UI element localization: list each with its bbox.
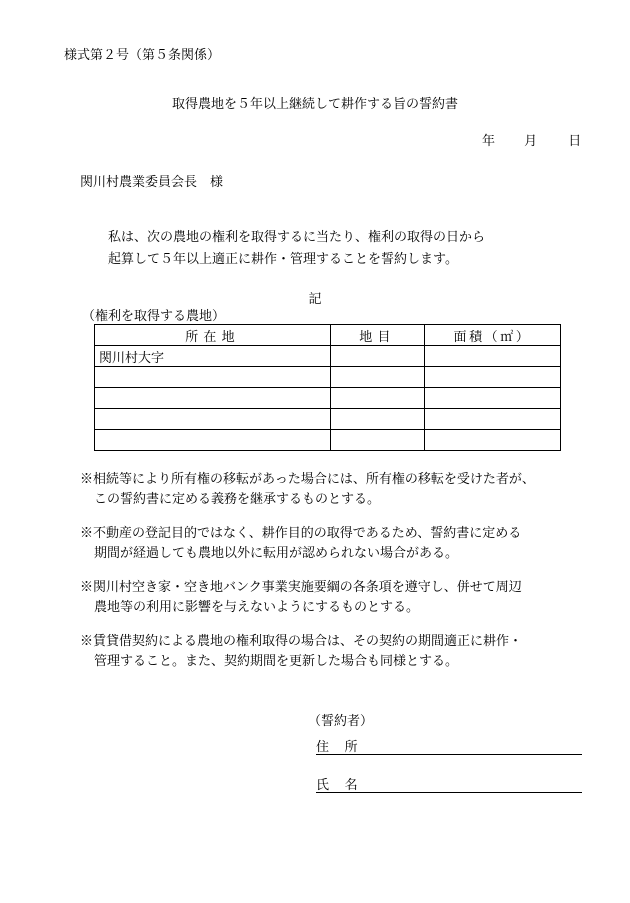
- pledge-line-1: 私は、次の農地の権利を取得するに当たり、権利の取得の日から: [108, 230, 486, 245]
- date-month-label: 月: [524, 134, 538, 149]
- name-field[interactable]: [316, 774, 582, 793]
- cell-land-category[interactable]: [331, 367, 425, 388]
- cell-location[interactable]: [95, 367, 331, 388]
- cell-area[interactable]: [425, 346, 561, 367]
- address-field[interactable]: [316, 736, 582, 755]
- name-label: 氏名: [316, 778, 374, 793]
- note-line: この誓約書に定める義務を継承するものとする。: [94, 492, 381, 507]
- land-table: [94, 324, 561, 451]
- note-line: ※相続等により所有権の移転があった場合には、所有権の移転を受けた者が、: [80, 472, 535, 487]
- pledge-body: [108, 227, 485, 271]
- cell-location[interactable]: [95, 430, 331, 451]
- cell-land-category[interactable]: [331, 409, 425, 430]
- cell-location[interactable]: 関川村大字: [95, 346, 331, 367]
- note-line: 農地等の利用に影響を与えないようにするものとする。: [94, 600, 420, 615]
- header-area: 面積（㎡）: [425, 325, 561, 346]
- cell-area[interactable]: [425, 367, 561, 388]
- note-line: ※関川村空き家・空き地バンク事業実施要綱の各条項を遵守し、併せて周辺: [80, 580, 522, 595]
- note-item: [80, 524, 535, 564]
- table-row: [95, 388, 561, 409]
- note-line: 管理すること。また、契約期間を更新した場合も同様とする。: [94, 654, 459, 669]
- pledge-line-2: 起算して５年以上適正に耕作・管理することを誓約します。: [108, 252, 458, 267]
- notes-list: [80, 470, 535, 686]
- note-item: [80, 470, 535, 510]
- address-label: 住所: [316, 740, 374, 755]
- note-line: ※不動産の登記目的ではなく、耕作目的の取得であるため、誓約書に定める: [80, 526, 522, 541]
- cell-area[interactable]: [425, 409, 561, 430]
- table-header-row: [95, 325, 561, 346]
- cell-land-category[interactable]: [331, 346, 425, 367]
- date-line: [482, 130, 581, 149]
- form-number: 様式第２号（第５条関係）: [64, 48, 221, 63]
- ki-heading: 記: [308, 292, 322, 307]
- document-title: 取得農地を５年以上継続して耕作する旨の誓約書: [171, 97, 458, 112]
- table-row: [95, 409, 561, 430]
- cell-location[interactable]: [95, 409, 331, 430]
- table-row: [95, 346, 561, 367]
- table-caption: （権利を取得する農地）: [82, 309, 226, 324]
- cell-land-category[interactable]: [331, 430, 425, 451]
- table-row: [95, 430, 561, 451]
- cell-area[interactable]: [425, 430, 561, 451]
- header-location: 所在地: [95, 325, 331, 346]
- cell-land-category[interactable]: [331, 388, 425, 409]
- header-land-category: 地目: [331, 325, 425, 346]
- pledger-label: （誓約者）: [308, 714, 374, 729]
- note-item: [80, 578, 535, 618]
- note-item: [80, 632, 535, 672]
- cell-location[interactable]: [95, 388, 331, 409]
- date-year-label: 年: [482, 134, 496, 149]
- addressee: 関川村農業委員会長 様: [80, 175, 224, 190]
- note-line: 期間が経過しても農地以外に転用が認められない場合がある。: [94, 546, 459, 561]
- table-row: [95, 367, 561, 388]
- cell-area[interactable]: [425, 388, 561, 409]
- note-line: ※賃貸借契約による農地の権利取得の場合は、その契約の期間適正に耕作・: [80, 634, 523, 649]
- date-day-label: 日: [568, 134, 582, 149]
